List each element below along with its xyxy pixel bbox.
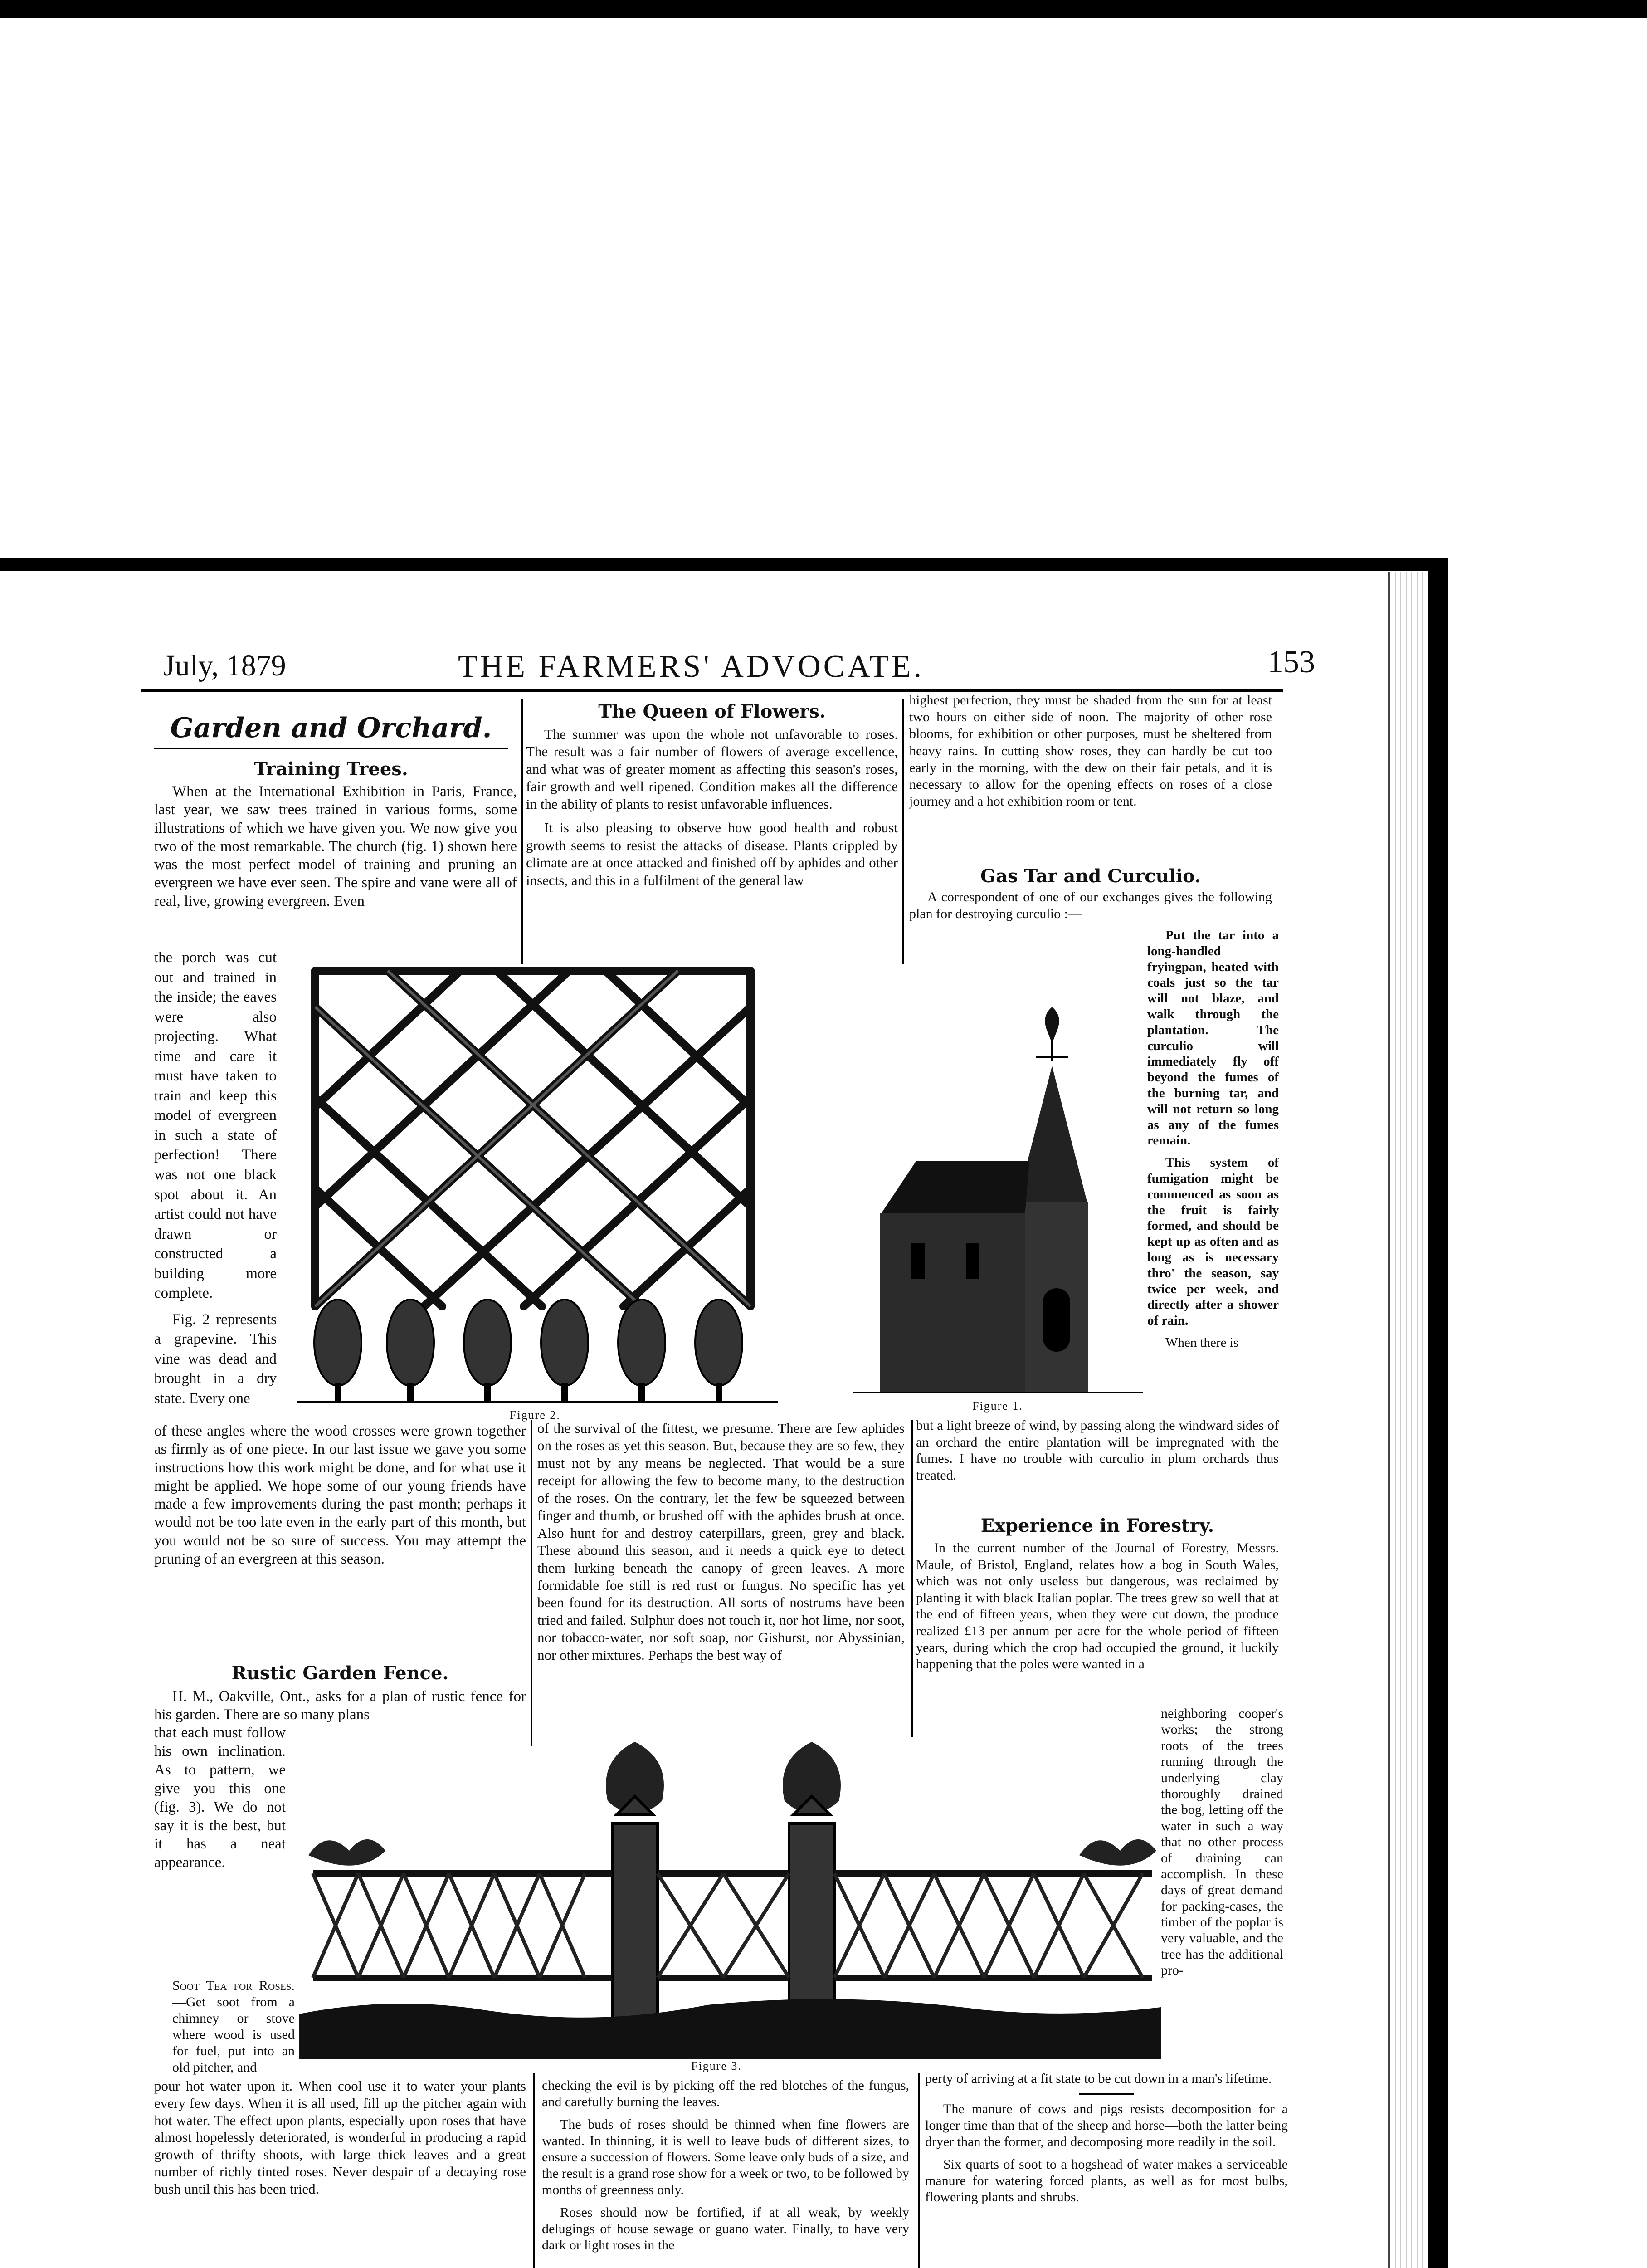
column-rule <box>521 699 523 964</box>
figure-3 <box>299 1724 1161 2068</box>
figure-2-caption: Figure 2. <box>510 1408 560 1422</box>
paragraph: It is also pleasing to observe how good health and robust growth seems to resist the attacks of disease. Plants crippled by climate are at once attacked and finished off by aphides and other insects, and this in a fulfilment of the general law <box>526 820 898 888</box>
paragraph: The manure of cows and pigs resists decomposition for a longer time than that of the sheep and horse—both the latter being dryer than the former, and decomposing more readily in the soil. <box>925 2102 1288 2149</box>
forestry-text <box>916 1540 1279 1679</box>
evergreen-church-illustration <box>853 989 1143 1397</box>
paragraph: H. M., Oakville, Ont., asks for a plan of rustic fence for his garden. There are so many plans <box>154 1688 526 1723</box>
queen-of-flowers-bottom <box>542 2077 909 2260</box>
rose-shading-text <box>909 692 1272 816</box>
paragraph: that each must follow his own inclination. As to pattern, we give you this one (fig. 3). We do not say it is the best, but it has a neat appearance. <box>154 1725 286 1871</box>
paragraph <box>172 1978 295 2076</box>
book-spine <box>1428 558 1448 2268</box>
section-rule <box>1079 2093 1134 2095</box>
paragraph: Roses should now be fortified, if at all weak, by weekly delugings of house sewage or guano water. Finally, to have very dark or light roses in the <box>542 2205 909 2253</box>
paragraph: of the survival of the fittest, we presume. There are few aphides on the roses as yet this season. But, because they are so few, they must not by any means be neglected. That would be a sure receipt for allowing the few to become many, to the destruction of the roses. On the contrary, let the few be squeezed between finger and thumb, or brushed off with the aphides brush at once. Also hunt for and destroy caterpillars, green, grey and black. These abound this season, and it needs a quick eye to detect them lurking beneath the canopy of green leaves. A more formidable foe still is red rust or fungus. No specific has yet been found for its destruction. All sorts of nostrums have been tried and failed. Sulphur does not touch it, nor hot lime, nor soot, nor tobacco-water, nor soft soap, nor Gishurst, nor Abyssinian, nor other mixtures. Perhaps the best way of <box>537 1420 905 1663</box>
paragraph: perty of arriving at a fit state to be cut down in a man's lifetime. <box>925 2071 1272 2086</box>
paragraph: the porch was cut out and trained in the inside; the eaves were also projecting. What time and care it must have taken to train and keep this model of evergreen in such a state of perfection! There was not one black spot about it. An artist could not have drawn or constructed a building more complete. <box>154 949 277 1302</box>
paragraph: highest perfection, they must be shaded from the sun for at least two hours on either side of noon. The majority of other rose blooms, for exhibition or other purposes, must be sheltered from heavy rains. In cutting show roses, they can hardly be cut too early in the morning, with the dew on their fair petals, and it is necessary to allow for the opening effects on roses of a close journey and a hot exhibition room or tent. <box>909 693 1272 809</box>
training-trees-intro <box>154 782 517 917</box>
paragraph: In the current number of the Journal of Forestry, Messrs. Maule, of Bristol, England, relates how a bog in South Wales, which was not only useless but dangerous, was reclaimed by planting it with black Italian poplar. The trees grew so well that at the end of fifteen years, when they were cut down, the produce realized £13 per annum per acre for the whole period of fifteen years, during which the crop had occupied the ground, it luckily happening that the poles were wanted in a <box>916 1540 1279 1672</box>
forestry-continued <box>925 2071 1288 2212</box>
soot-tea-continued <box>154 2077 526 2204</box>
figure-3-caption: Figure 3. <box>691 2059 742 2072</box>
figure-1 <box>853 989 1143 1397</box>
section-rule <box>154 699 508 700</box>
gas-tar-wrap <box>1147 928 1279 1357</box>
page-edge <box>1388 572 1427 2268</box>
rustic-fence-title: Rustic Garden Fence. <box>231 1662 449 1684</box>
gas-tar-continued <box>916 1418 1279 1490</box>
column-rule <box>531 1420 532 1746</box>
training-trees-wrap <box>154 948 277 1415</box>
training-trees-continued <box>154 1422 526 1574</box>
paragraph: of these angles where the wood crosses were grown together as firmly as of one piece. In our last issue we gave you some instructions how this work might be done, and for what use it might be applied. We hope some of our young friends have made a few improvements during the past month; perhaps it would not be too late even in the early part of this month, but you would not be so sure of success. You may attempt the pruning of an evergreen at this season. <box>154 1423 526 1567</box>
paragraph: neighboring cooper's works; the strong roots of the trees running through the underlying clay thoroughly drained the bog, letting off the water in such a way that no other process of draining can accomplish. In these days of great demand for packing-cases, the timber of the poplar is very valuable, and the tree has the additional pro- <box>1161 1706 1283 1978</box>
paragraph: Six quarts of soot to a hogshead of water makes a serviceable manure for watering forced plants, as well as for most bulbs, flowering plants and shrubs. <box>925 2157 1288 2204</box>
section-rule <box>154 748 508 750</box>
paragraph: When there is <box>1165 1335 1239 1350</box>
forestry-title: Experience in Forestry. <box>980 1515 1214 1536</box>
running-header <box>141 635 1315 694</box>
figure-1-caption: Figure 1. <box>972 1399 1023 1413</box>
paragraph: This system of fumigation might be commenced as soon as the fruit is fairly formed, and should be kept up as often and as long as is necessary thro' the season, say twice per week, and directly after a shower of rain. <box>1147 1155 1279 1328</box>
queen-of-flowers-title: The Queen of Flowers. <box>598 701 826 722</box>
paragraph: pour hot water upon it. When cool use it to water your plants every few days. When it is all used, fill up the pitcher again with hot water. The effect upon plants, especially upon roses that have almost hopelessly deteriorated, is wonderful in producing a rapid growth of thrifty shoots, with large thick leaves and a great number of richly tinted roses. Never despair of a decaying rose bush until this has been tried. <box>154 2078 526 2197</box>
page-number: 153 <box>1267 645 1315 679</box>
header-date: July, 1879 <box>163 649 286 682</box>
forestry-wrap <box>1161 1706 1283 1985</box>
rustic-fence-wrap <box>154 1724 286 1878</box>
paragraph: A correspondent of one of our exchanges gives the following plan for destroying curculio :— <box>909 890 1272 921</box>
paragraph: checking the evil is by picking off the red blotches of the fungus, and carefully burning the leaves. <box>542 2078 909 2109</box>
paragraph: The summer was upon the whole not unfavorable to roses. The result was a fair number of flowers of average excellence, and what was of greater moment as affecting this season's roses, fair growth and well ripened. Condition makes all the difference in the ability of plants to resist unfavorable influences. <box>526 726 898 812</box>
gas-tar-intro <box>909 889 1272 929</box>
queen-of-flowers-top <box>526 726 898 895</box>
figure-2 <box>297 962 778 1415</box>
column-rule <box>918 2073 920 2268</box>
column-rule <box>902 699 904 964</box>
paragraph: Put the tar into a long-handled fryingpan, heated with coals just so the tar will not blaze, and walk through the plantation. The curculio will immediately fly off beyond the fumes of the burning tar, and will not return so long as any of the fumes remain. <box>1147 928 1279 1148</box>
paragraph: When at the International Exhibition in Paris, France, last year, we saw trees trained in various forms, some illustrations of which we have given you. We now give you two of the most remarkable. The church (fig. 1) shown here was the most perfect model of training and pruning an evergreen we have ever seen. The spire and vane were all of real, live, growing evergreen. Even <box>154 783 517 909</box>
grapevine-trellis-illustration <box>297 962 778 1406</box>
rustic-fence-illustration <box>299 1724 1161 2059</box>
column-rule <box>911 1420 913 1737</box>
header-title: THE FARMERS' ADVOCATE. <box>458 649 925 684</box>
soot-tea-text: —Get soot from a chimney or stove where wood is used for fuel, put into an old pitcher, and <box>172 1994 295 2075</box>
paragraph: but a light breeze of wind, by passing along the windward sides of an orchard the entire plantation will be impregnated with the fumes. I have no trouble with curculio in plum orchards thus treated. <box>916 1418 1279 1483</box>
gas-tar-title: Gas Tar and Curculio. <box>980 865 1201 887</box>
column-rule <box>533 2073 535 2268</box>
film-top-band <box>0 0 1647 18</box>
soot-tea-inset <box>172 1978 295 2080</box>
training-trees-title: Training Trees. <box>254 758 408 780</box>
paragraph: Fig. 2 represents a grapevine. This vine was dead and brought in a dry state. Every one <box>154 1311 277 1407</box>
queen-of-flowers-middle <box>537 1420 905 1670</box>
paragraph: The buds of roses should be thinned when fine flowers are wanted. In thinning, it is well to leave buds of different sizes, to ensure a succession of flowers. Some leave only buds of a size, and the result is a grand rose show for a week or two, to be followed by months of greenness only. <box>542 2117 909 2197</box>
soot-tea-lead: Soot Tea for Roses. <box>172 1978 295 1993</box>
section-title: Garden and Orchard. <box>170 712 492 744</box>
